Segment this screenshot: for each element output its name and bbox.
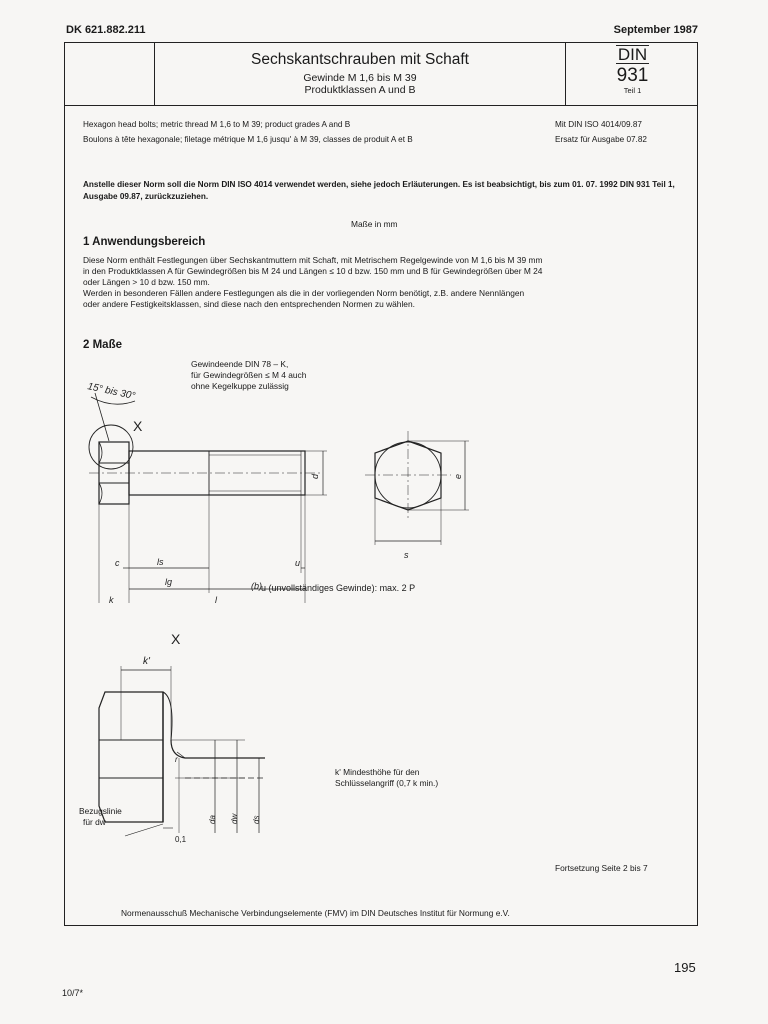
replacement-note: Ersatz für Ausgabe 07.82 [555,135,647,144]
reference-line-label: Bezugslinie [79,806,122,816]
section-1-line-2: in den Produktklassen A für Gewindegrößen bis M 24 und Längen ≤ 10 d bzw. 150 mm und B für Gewindegrößen über M 24 [83,266,543,276]
detail-x-marker: X [133,418,143,434]
teil-label: Teil 1 [623,86,642,95]
continuation-note: Fortsetzung Seite 2 bis 7 [555,863,648,873]
head-detail [99,692,163,822]
label-r: r [175,755,178,764]
label-d: d [310,473,320,479]
label-s: s [404,550,409,560]
section-1-line-5: oder andere Festigkeitsklassen, sind diese nach den entsprechenden Normen zu wählen. [83,299,415,309]
label-l: l [215,595,217,603]
thread-end-line-2: für Gewindegrößen ≤ M 4 auch [191,370,307,380]
dk-number: DK 621.882.211 [66,24,146,36]
chamfer-angle-label: 15° bis 30° [86,381,137,403]
angle-leader [95,393,109,441]
reference-line-sub: für dw [83,817,106,827]
din-block [568,45,697,95]
label-k: k [109,595,114,603]
section-1-heading: 1 Anwendungsbereich [83,236,206,248]
withdrawal-notice: Anstelle dieser Norm soll die Norm DIN ISO 4014 verwendet werden, siehe jedoch Erläuterungen. Es ist beabsichtigt, bis zum 01. 07. 1992 DIN 931 Teil 1, Ausgabe 09.87, zurückzuziehen. [83,180,675,201]
label-c: c [115,558,120,568]
publisher-line: Normenausschuß Mechanische Verbindungselemente (FMV) im DIN Deutsches Institut für Normung e.V. [121,908,510,918]
section-1-line-4: Werden in besonderen Fällen andere Festlegungen als die in der vorliegenden Norm benötigt, z.B. andere Nennlängen [83,288,525,298]
label-dw: dw [230,813,239,824]
kprime-note-line-1: k' Mindesthöhe für den [335,767,420,777]
detail-circle [89,425,133,469]
header-left-divider [154,43,155,105]
page-title: Sechskantschrauben mit Schaft [251,51,469,68]
units-note: Maße in mm [351,219,398,229]
label-u: u [295,558,301,568]
detail-x-drawing [65,628,699,843]
reference-line-note [79,806,122,828]
english-title: Hexagon head bolts; metric thread M 1,6 to M 39; product grades A and B [83,120,351,129]
label-kprime: k' [143,656,150,667]
label-e: e [453,473,463,479]
subtitle-grades: Produktklassen A und B [304,84,416,96]
thread-end-line-1: Gewindeende DIN 78 – K, [191,359,289,369]
iso-reference: Mit DIN ISO 4014/09.87 [555,120,642,129]
bolt-side-drawing [65,363,699,603]
label-zero-one: 0,1 [175,835,187,843]
section-1-body [83,255,693,310]
kprime-note-line-2: Schlüsselangriff (0,7 k min.) [335,778,439,788]
page-frame [64,42,698,926]
header-divider [65,105,697,106]
page-number: 195 [674,960,696,975]
label-ds: ds [252,815,261,824]
section-1-line-3: oder Längen > 10 d bzw. 150 mm. [83,277,210,287]
label-ls: ls [157,557,164,567]
label-b: (b) [251,581,262,591]
section-2-heading: 2 Maße [83,339,122,351]
label-da: da [208,815,217,824]
kprime-note [335,767,438,789]
subtitle-thread: Gewinde M 1,6 bis M 39 [303,72,417,84]
section-1-line-1: Diese Norm enthält Festlegungen über Sechskantmuttern mit Schaft, mit Metrischem Regelgewinde von M 1,6 bis M 39 mm [83,255,543,265]
issue-date: September 1987 [613,24,698,36]
din-logo: DIN [617,45,648,64]
header-right-divider [565,43,566,105]
french-title: Boulons à tête hexagonale; filetage métrique M 1,6 jusqu' à M 39, classes de produit A et B [83,135,413,144]
print-code: 10/7* [62,988,84,998]
label-lg: lg [165,577,173,587]
din-number: 931 [616,65,649,86]
title-block [157,51,563,96]
u-note: u (unvollständiges Gewinde): max. 2 P [261,583,416,593]
detail-x-title: X [171,631,181,647]
thread-end-line-3: ohne Kegelkuppe zulässig [191,381,289,391]
